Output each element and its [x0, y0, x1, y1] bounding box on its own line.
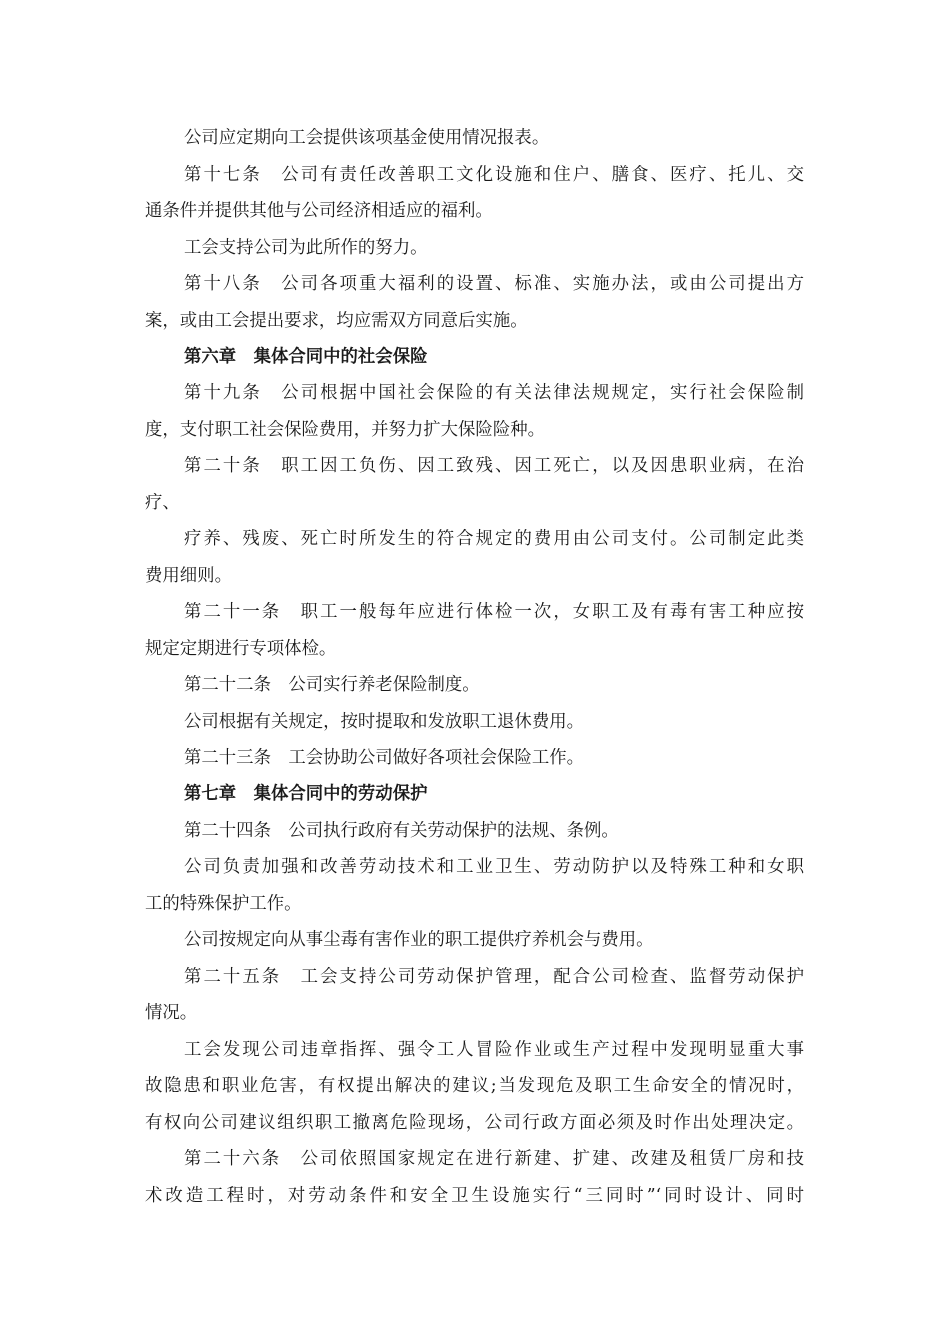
paragraph-line: 工会支持公司为此所作的努力。 [184, 238, 428, 258]
paragraph-line: 费用细则。 [145, 566, 232, 586]
paragraph-line: 故隐患和职业危害，有权提出解决的建议;当发现危及职工生命安全的情况时， [145, 1076, 804, 1096]
paragraph-line: 度，支付职工社会保险费用，并努力扩大保险险种。 [145, 420, 545, 440]
article-23-line: 第二十三条 工会协助公司做好各项社会保险工作。 [184, 748, 584, 768]
article-20-line: 第二十条 职工因工负伤、因工致残、因工死亡，以及因患职业病，在治 [184, 456, 804, 476]
article-22-line: 第二十二条 公司实行养老保险制度。 [184, 675, 480, 695]
paragraph-line: 工的特殊保护工作。 [145, 894, 302, 914]
paragraph-line: 有权向公司建议组织职工撤离危险现场，公司行政方面必须及时作出处理决定。 [145, 1113, 804, 1133]
paragraph-line: 疗、 [145, 493, 180, 513]
article-19-line: 第十九条 公司根据中国社会保险的有关法律法规规定，实行社会保险制 [184, 383, 804, 403]
paragraph-line: 规定定期进行专项体检。 [145, 639, 337, 659]
chapter-7-heading: 第七章 集体合同中的劳动保护 [184, 784, 428, 804]
paragraph-line: 疗养、残废、死亡时所发生的符合规定的费用由公司支付。公司制定此类 [184, 529, 804, 549]
paragraph-line: 公司根据有关规定，按时提取和发放职工退休费用。 [184, 712, 584, 732]
paragraph-line: 情况。 [145, 1003, 198, 1023]
paragraph-line: 公司负责加强和改善劳动技术和工业卫生、劳动防护以及特殊工种和女职 [184, 857, 804, 877]
paragraph-line: 案，或由工会提出要求，均应需双方同意后实施。 [145, 311, 528, 331]
article-17-line: 第十七条 公司有责任改善职工文化设施和住户、膳食、医疗、托儿、交 [184, 165, 804, 185]
chapter-6-heading: 第六章 集体合同中的社会保险 [184, 347, 428, 367]
paragraph-line: 公司应定期向工会提供该项基金使用情况报表。 [184, 128, 550, 148]
article-24-line: 第二十四条 公司执行政府有关劳动保护的法规、条例。 [184, 821, 619, 841]
article-25-line: 第二十五条 工会支持公司劳动保护管理，配合公司检查、监督劳动保护 [184, 967, 804, 987]
article-18-line: 第十八条 公司各项重大福利的设置、标准、实施办法，或由公司提出方 [184, 274, 804, 294]
paragraph-line: 工会发现公司违章指挥、强令工人冒险作业或生产过程中发现明显重大事 [184, 1040, 804, 1060]
paragraph-line: 术改造工程时，对劳动条件和安全卫生设施实行“三同时”‘同时设计、同时 [145, 1186, 804, 1206]
paragraph-line: 通条件并提供其他与公司经济相适应的福利。 [145, 201, 493, 221]
paragraph-line: 公司按规定向从事尘毒有害作业的职工提供疗养机会与费用。 [184, 930, 654, 950]
article-21-line: 第二十一条 职工一般每年应进行体检一次，女职工及有毒有害工种应按 [184, 602, 804, 622]
article-26-line: 第二十六条 公司依照国家规定在进行新建、扩建、改建及租赁厂房和技 [184, 1149, 804, 1169]
